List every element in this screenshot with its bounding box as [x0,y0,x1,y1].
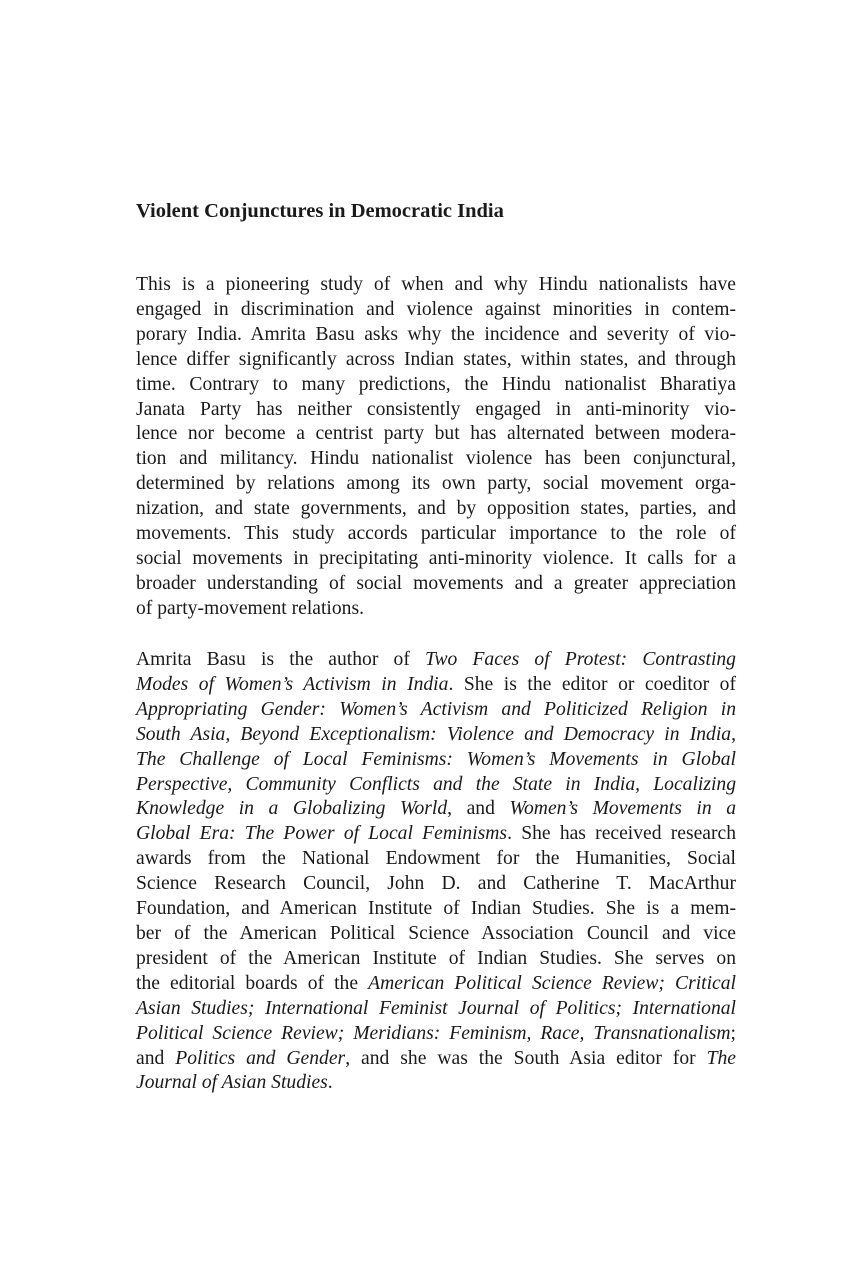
bio-line [136,797,736,822]
italic-title-text: South Asia, Beyond Exceptionalism: Violence and Democracy in India, [136,723,736,745]
italic-title-text: Knowledge in a Globalizing World [136,798,448,820]
description-line: tion and militancy. Hindu nationalist violence has been conjunctural, [136,448,736,470]
bio-text: awards from the National Endowment for the Humanities, Social [136,848,736,870]
description-line: lence nor become a centrist party but has alternated between modera- [136,423,736,445]
italic-title-text: The Challenge of Local Feminisms: Women’s Movements in Global [136,748,736,770]
description-line: engaged in discrimination and violence against minorities in contem- [136,298,736,320]
author-bio [136,648,736,1096]
bio-text: Amrita Basu is the author of [136,649,425,670]
bio-line [136,773,736,798]
bio-line [136,1071,736,1096]
italic-title-text: Perspective, Community Conflicts and the State in India, Localizing [136,773,736,795]
bio-line [136,673,736,698]
bio-line [136,897,736,922]
page-title: Violent Conjunctures in Democratic India [136,200,504,222]
description-line: porary India. Amrita Basu asks why the incidence and severity of vio- [136,323,736,345]
description-line: nization, and state governments, and by opposition states, parties, and [136,498,736,520]
bio-text: . [327,1072,333,1094]
description-line: movements. This study accords particular importance to the role of [136,523,736,545]
bio-text: ; [730,1022,736,1044]
italic-title-text: American Political Science Review; Critical [368,972,736,994]
bio-line [136,698,736,723]
bio-line [136,822,736,847]
description-line: time. Contrary to many predictions, the Hindu nationalist Bharatiya [136,373,736,395]
italic-title-text: Two Faces of Protest: Contrasting [425,649,736,670]
description-line: determined by relations among its own party, social movement orga- [136,473,736,495]
bio-line [136,847,736,872]
description-line: social movements in precipitating anti-minority violence. It calls for a [136,547,736,569]
bio-text: , and she was the South Asia editor for [345,1047,707,1069]
bio-line [136,1022,736,1047]
bio-text: Foundation, and American Institute of Indian Studies. She is a mem- [136,898,736,920]
bio-text: Science Research Council, John D. and Catherine T. MacArthur [136,873,736,895]
italic-title-text: Women’s Movements in a [509,798,736,820]
bio-text: , and [447,798,510,820]
bio-text: and [136,1047,176,1069]
italic-title-text: Modes of Women’s Activism in India [136,673,449,695]
bio-text: . She is the editor or coeditor of [448,673,736,695]
bio-line [136,648,736,673]
bio-line [136,723,736,748]
bio-line [136,922,736,947]
bio-line [136,748,736,773]
italic-title-text: Politics and Gender [175,1047,346,1069]
bio-line [136,997,736,1022]
italic-title-text: Political Science Review; Meridians: Feminism, Race, Transnationalism [136,1022,731,1044]
description-line: of party-movement relations. [136,597,364,619]
description-line: Janata Party has neither consistently engaged in anti-minority vio- [136,398,736,420]
bio-line [136,972,736,997]
italic-title-text: Journal of Asian Studies [136,1072,328,1094]
italic-title-text: Appropriating Gender: Women’s Activism and Politicized Religion in [136,698,736,720]
bio-line [136,1047,736,1072]
description-line: This is a pioneering study of when and why Hindu nationalists have [136,274,736,295]
bio-text: president of the American Institute of Indian Studies. She serves on [136,947,736,969]
bio-line [136,872,736,897]
description-line: broader understanding of social movements and a greater appreciation [136,572,736,594]
bio-text: ber of the American Political Science Association Council and vice [136,922,736,944]
bio-text: the editorial boards of the [136,972,369,994]
book-description [136,273,736,622]
bio-text: . She has received research [507,823,737,845]
italic-title-text: The [706,1047,736,1069]
italic-title-text: Global Era: The Power of Local Feminisms [136,823,508,845]
italic-title-text: Asian Studies; International Feminist Journal of Politics; International [136,997,736,1019]
description-line: lence differ significantly across Indian states, within states, and through [136,348,736,370]
bio-line [136,947,736,972]
